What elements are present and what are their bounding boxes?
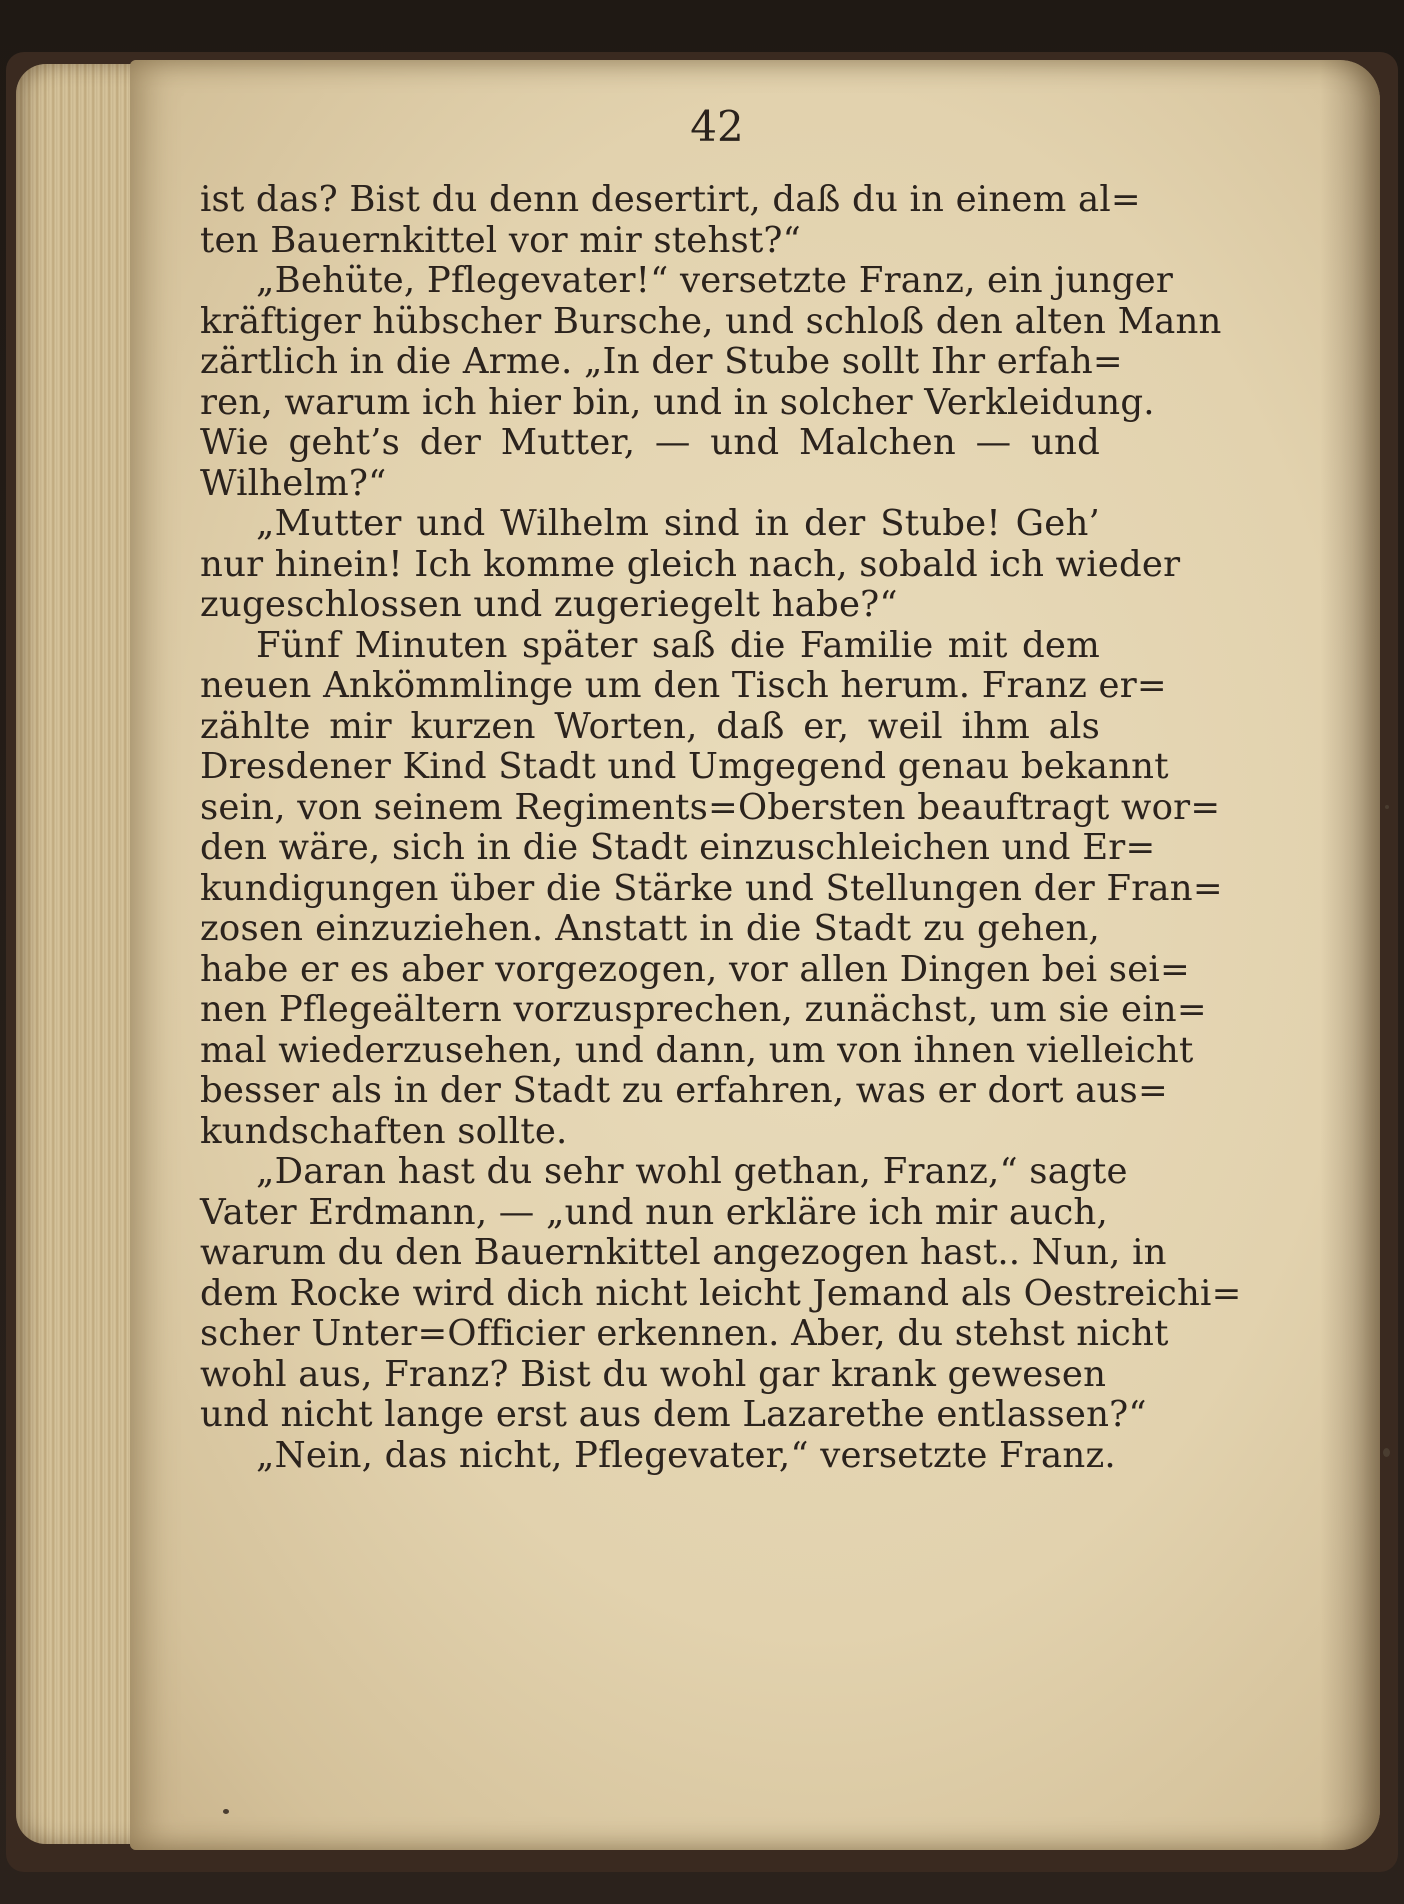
text-line: „Mutter und Wilhelm sind in der Stube! Geh’	[256, 503, 1100, 544]
text-line: nen Pflegeältern vorzusprechen, zunächst, um sie ein=	[200, 989, 1207, 1030]
paper-speck	[1385, 805, 1389, 809]
text-line: „Nein, das nicht, Pflegevater,“ versetzte Franz.	[256, 1434, 1116, 1476]
paper-speck	[223, 1809, 229, 1814]
text-line: „Behüte, Pflegevater!“ versetzte Franz, ein junger	[256, 260, 1173, 301]
text-line: ren, warum ich hier bin, und in solcher Verkleidung.	[200, 381, 1155, 423]
text-line: Dresdener Kind Stadt und Umgegend genau bekannt	[200, 746, 1169, 787]
text-line: zugeschlossen und zugeriegelt habe?“	[200, 584, 898, 625]
text-line: warum du den Bauernkittel angezogen hast.. Nun, in	[200, 1232, 1167, 1273]
text-line: wohl aus, Franz? Bist du wohl gar krank gewesen	[200, 1353, 1107, 1395]
text-line: nur hinein! Ich komme gleich nach, sobald ich wieder	[200, 543, 1181, 585]
paper-speck	[1383, 1448, 1390, 1457]
text-line: ist das? Bist du denn desertirt, daß du in einem al=	[200, 179, 1141, 220]
text-line: Fünf Minuten später saß die Familie mit dem	[256, 624, 1100, 666]
text-line: zärtlich in die Arme. „In der Stube sollt Ihr erfah=	[200, 341, 1123, 382]
text-line: sein, von seinem Regiments=Obersten beauftragt wor=	[200, 786, 1221, 828]
text-line: kräftiger hübscher Bursche, und schloß den alten Mann	[200, 300, 1222, 342]
text-line: den wäre, sich in die Stadt einzuschleichen und Er=	[200, 827, 1156, 868]
text-line: zählte mir kurzen Worten, daß er, weil ihm als	[200, 705, 1100, 747]
gutter-shadow	[1320, 60, 1380, 1850]
text-line: dem Rocke wird dich nicht leicht Jemand als Oestreichi=	[200, 1272, 1242, 1314]
text-line: kundschaften sollte.	[200, 1110, 568, 1152]
text-line: und nicht lange erst aus dem Lazarethe entlassen?“	[200, 1394, 1147, 1435]
text-line: mal wiederzusehen, und dann, um von ihnen vielleicht	[200, 1029, 1194, 1071]
text-line: kundigungen über die Stärke und Stellungen der Fran=	[200, 867, 1223, 909]
page-number: 42	[690, 102, 744, 151]
text-line: Wie geht’s der Mutter, — und Malchen — und	[200, 422, 1100, 463]
text-line: habe er es aber vorgezogen, vor allen Dingen bei sei=	[200, 948, 1190, 990]
text-line: zosen einzuziehen. Anstatt in die Stadt zu gehen,	[200, 908, 1100, 949]
text-line: ten Bauernkittel vor mir stehst?“	[200, 219, 801, 261]
text-line: besser als in der Stadt zu erfahren, was er dort aus=	[200, 1070, 1168, 1111]
text-line: Wilhelm?“	[200, 462, 387, 504]
text-line: neuen Ankömmlinge um den Tisch herum. Franz er=	[200, 665, 1167, 706]
page-text	[200, 179, 1242, 1476]
text-line: scher Unter=Officier erkennen. Aber, du stehst nicht	[200, 1313, 1169, 1354]
text-line: „Daran hast du sehr wohl gethan, Franz,“ sagte	[256, 1151, 1128, 1192]
text-line: Vater Erdmann, — „und nun erkläre ich mir auch,	[200, 1191, 1108, 1233]
